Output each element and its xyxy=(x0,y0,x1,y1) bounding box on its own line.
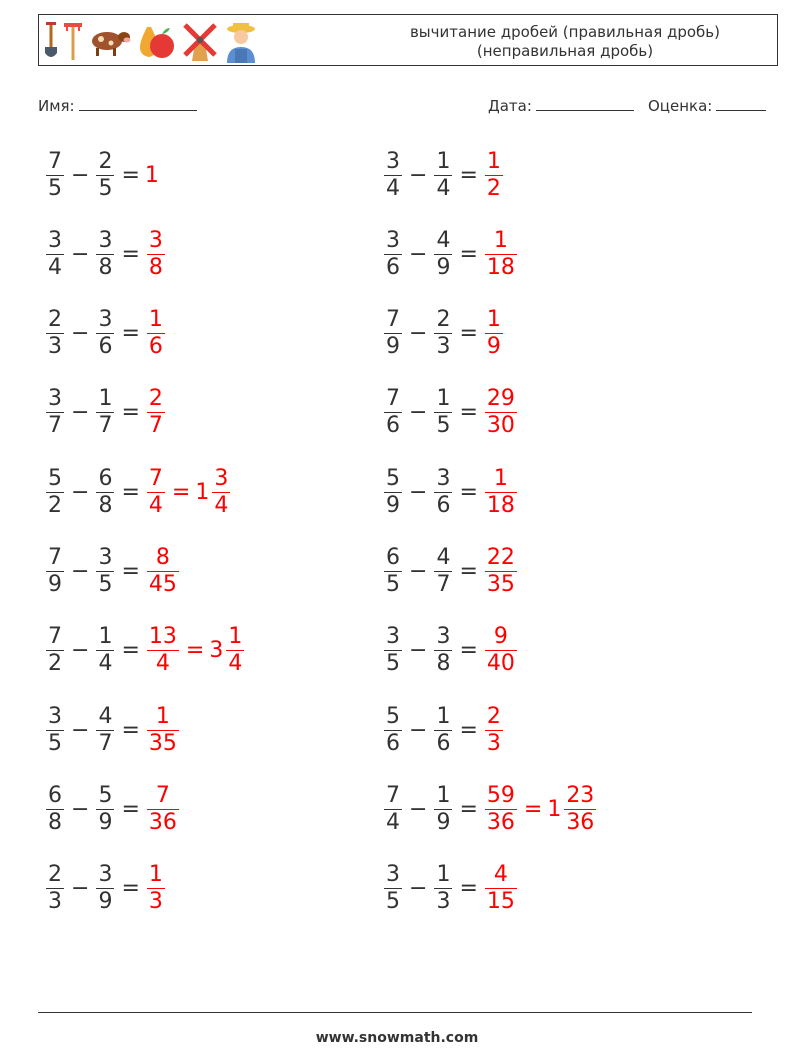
problem-item xyxy=(44,542,181,602)
equals-sign: = xyxy=(459,321,478,347)
subtrahend-fraction-denominator: 5 xyxy=(98,175,113,201)
minuend-fraction-denominator: 7 xyxy=(48,413,62,439)
shovel-icon xyxy=(43,21,59,61)
problem-item xyxy=(44,621,246,681)
minuend-fraction-denominator: 4 xyxy=(386,175,400,201)
answer-fraction xyxy=(147,466,165,519)
minuend-fraction-numerator: 7 xyxy=(386,307,400,333)
equals-sign: = xyxy=(459,717,478,743)
title-line-2: (неправильная дробь) xyxy=(476,42,654,60)
subtrahend-fraction xyxy=(434,386,452,439)
equals-sign: = xyxy=(121,162,140,188)
mixed-fraction-denominator: 4 xyxy=(228,651,243,677)
mixed-fraction-denominator: 4 xyxy=(214,492,229,518)
answer-fraction-denominator: 36 xyxy=(148,809,177,835)
subtrahend-fraction xyxy=(96,704,114,757)
problem-item xyxy=(382,145,505,205)
answer-fraction-denominator: 18 xyxy=(486,254,515,280)
minuend-fraction-numerator: 7 xyxy=(48,545,62,570)
subtrahend-fraction xyxy=(434,149,452,202)
problem-item xyxy=(382,383,519,443)
subtrahend-fraction xyxy=(434,545,452,598)
subtrahend-fraction-numerator: 3 xyxy=(98,545,113,570)
minuend-fraction-numerator: 3 xyxy=(48,703,62,729)
answer-fraction xyxy=(485,386,517,439)
problem-item xyxy=(382,304,505,364)
problem-item xyxy=(382,621,519,681)
problem-item xyxy=(44,383,167,443)
pear-apple-icon xyxy=(135,21,177,61)
minuend-fraction xyxy=(384,783,402,836)
problem-item xyxy=(382,859,519,919)
answer-fraction xyxy=(485,228,517,281)
answer-fraction-denominator: 45 xyxy=(148,572,177,597)
minuend-fraction-denominator: 8 xyxy=(48,809,62,835)
subtrahend-fraction-denominator: 8 xyxy=(436,651,451,677)
answer-fraction-denominator: 3 xyxy=(486,730,501,756)
subtrahend-fraction-numerator: 1 xyxy=(436,148,451,174)
minuend-fraction-numerator: 2 xyxy=(48,307,62,333)
answer-fraction-denominator: 40 xyxy=(486,651,515,677)
mixed-fraction-numerator: 3 xyxy=(214,465,229,491)
minuend-fraction-denominator: 6 xyxy=(386,413,400,439)
minus-sign: − xyxy=(409,876,428,902)
subtrahend-fraction-denominator: 4 xyxy=(98,651,113,677)
minuend-fraction-denominator: 5 xyxy=(386,651,400,677)
subtrahend-fraction-numerator: 1 xyxy=(436,862,451,888)
equals-sign: = xyxy=(121,638,140,664)
minuend-fraction xyxy=(46,228,64,281)
subtrahend-fraction-numerator: 1 xyxy=(436,703,451,729)
answer xyxy=(145,783,181,836)
minuend-fraction-denominator: 2 xyxy=(48,492,62,518)
answer-fraction xyxy=(147,862,165,915)
subtrahend-fraction-numerator: 2 xyxy=(98,148,113,174)
answer-fraction-denominator: 8 xyxy=(148,254,163,280)
subtrahend-fraction-numerator: 5 xyxy=(98,782,113,808)
problem-item xyxy=(44,700,181,760)
answer-integer: 1 xyxy=(144,162,159,188)
answer-fraction xyxy=(485,545,517,598)
answer-fraction-numerator: 2 xyxy=(486,703,501,729)
minus-sign: − xyxy=(409,796,428,822)
minuend-fraction-denominator: 6 xyxy=(386,730,400,756)
mixed-fraction xyxy=(564,783,596,836)
minuend-fraction xyxy=(384,149,402,202)
answer-fraction xyxy=(485,624,517,677)
answer xyxy=(145,862,167,915)
subtrahend-fraction xyxy=(96,862,114,915)
answer xyxy=(145,624,246,677)
subtrahend-fraction-numerator: 3 xyxy=(98,227,113,253)
subtrahend-fraction-denominator: 9 xyxy=(436,254,451,280)
name-label: Имя: xyxy=(38,97,75,115)
subtrahend-fraction-denominator: 8 xyxy=(98,492,113,518)
subtrahend-fraction xyxy=(96,149,114,202)
subtrahend-fraction-denominator: 6 xyxy=(98,334,113,360)
subtrahend-fraction-denominator: 4 xyxy=(436,175,451,201)
minus-sign: − xyxy=(409,162,428,188)
answer-fraction-numerator: 59 xyxy=(486,782,515,808)
equals-sign: = xyxy=(459,876,478,902)
minus-sign: − xyxy=(409,717,428,743)
footer-divider xyxy=(38,1012,752,1013)
subtrahend-fraction-numerator: 3 xyxy=(436,624,451,650)
answer xyxy=(145,163,159,188)
minus-sign: − xyxy=(71,241,90,267)
subtrahend-fraction-denominator: 5 xyxy=(436,413,451,439)
problem-item xyxy=(382,700,505,760)
answer xyxy=(145,704,181,757)
answer-fraction xyxy=(485,783,517,836)
minus-sign: − xyxy=(71,876,90,902)
farmer-icon xyxy=(223,19,259,63)
grade-line[interactable] xyxy=(716,96,766,111)
answer xyxy=(483,228,519,281)
minuend-fraction xyxy=(46,704,64,757)
answer-fraction xyxy=(147,624,179,677)
subtrahend-fraction-denominator: 3 xyxy=(436,334,451,360)
answer-equals-sign: = xyxy=(171,479,191,505)
mixed-fraction-numerator: 23 xyxy=(566,782,595,808)
answer-fraction-numerator: 1 xyxy=(148,862,163,888)
answer xyxy=(145,466,232,519)
windmill-icon xyxy=(181,19,219,63)
answer xyxy=(145,307,167,360)
subtrahend-fraction xyxy=(434,466,452,519)
minuend-fraction-numerator: 3 xyxy=(386,624,400,650)
minuend-fraction-numerator: 3 xyxy=(48,386,62,412)
answer xyxy=(483,466,519,519)
problem-item xyxy=(382,462,519,522)
minuend-fraction xyxy=(384,704,402,757)
answer-fraction xyxy=(485,704,503,757)
answer xyxy=(483,149,505,202)
mixed-fraction-denominator: 36 xyxy=(566,809,595,835)
problem-item xyxy=(44,304,167,364)
subtrahend-fraction xyxy=(96,545,114,598)
minuend-fraction-denominator: 4 xyxy=(386,809,400,835)
answer-fraction-denominator: 4 xyxy=(155,651,170,677)
problem-item xyxy=(44,224,167,284)
subtrahend-fraction-numerator: 3 xyxy=(98,862,113,888)
answer-fraction xyxy=(147,783,179,836)
subtrahend-fraction-denominator: 9 xyxy=(98,889,113,915)
minuend-fraction-denominator: 5 xyxy=(48,730,62,756)
answer xyxy=(145,545,181,598)
minus-sign: − xyxy=(71,638,90,664)
subtrahend-fraction-numerator: 3 xyxy=(436,465,451,491)
subtrahend-fraction-denominator: 9 xyxy=(98,809,113,835)
header-icons xyxy=(43,19,259,63)
subtrahend-fraction-numerator: 6 xyxy=(98,465,113,491)
answer-fraction-numerator: 13 xyxy=(148,624,177,650)
subtrahend-fraction-numerator: 4 xyxy=(436,545,451,570)
subtrahend-fraction-denominator: 9 xyxy=(436,809,451,835)
minuend-fraction-numerator: 3 xyxy=(386,227,400,253)
minuend-fraction-numerator: 3 xyxy=(386,148,400,174)
answer-fraction xyxy=(485,862,517,915)
minuend-fraction-denominator: 6 xyxy=(386,254,400,280)
minuend-fraction xyxy=(46,386,64,439)
equals-sign: = xyxy=(459,241,478,267)
name-field[interactable] xyxy=(38,96,197,115)
date-line[interactable] xyxy=(536,96,634,111)
answer-equals-sign: = xyxy=(523,796,543,822)
minuend-fraction-denominator: 9 xyxy=(48,572,62,597)
answer-fraction-denominator: 3 xyxy=(148,889,163,915)
answer-fraction xyxy=(485,466,517,519)
mixed-fraction xyxy=(212,466,230,519)
answer-fraction-denominator: 35 xyxy=(486,572,515,597)
date-field[interactable] xyxy=(488,96,634,115)
answer-fraction-denominator: 9 xyxy=(486,334,501,360)
subtrahend-fraction-denominator: 6 xyxy=(436,730,451,756)
minuend-fraction-denominator: 2 xyxy=(48,651,62,677)
equals-sign: = xyxy=(121,241,140,267)
minuend-fraction-numerator: 7 xyxy=(386,386,400,412)
subtrahend-fraction xyxy=(434,624,452,677)
minuend-fraction-denominator: 5 xyxy=(386,889,400,915)
minus-sign: − xyxy=(71,400,90,426)
answer-fraction-numerator: 22 xyxy=(486,545,515,570)
rake-icon xyxy=(63,21,83,61)
mixed-fraction-numerator: 1 xyxy=(228,624,243,650)
problem-item xyxy=(44,859,167,919)
minuend-fraction xyxy=(46,307,64,360)
subtrahend-fraction-numerator: 2 xyxy=(436,307,451,333)
minuend-fraction-numerator: 3 xyxy=(48,227,62,253)
subtrahend-fraction-denominator: 8 xyxy=(98,254,113,280)
answer-fraction-denominator: 30 xyxy=(486,413,515,439)
subtrahend-fraction-numerator: 1 xyxy=(436,782,451,808)
minuend-fraction-numerator: 6 xyxy=(386,545,400,570)
grade-field[interactable] xyxy=(648,96,766,115)
answer-fraction-numerator: 9 xyxy=(493,624,508,650)
minus-sign: − xyxy=(71,559,90,584)
equals-sign: = xyxy=(459,638,478,664)
minuend-fraction-numerator: 6 xyxy=(48,782,62,808)
cow-icon xyxy=(87,23,131,59)
subtrahend-fraction xyxy=(96,386,114,439)
problem-item xyxy=(382,224,519,284)
minus-sign: − xyxy=(71,796,90,822)
minuend-fraction-numerator: 5 xyxy=(48,465,62,491)
equals-sign: = xyxy=(459,400,478,426)
minus-sign: − xyxy=(409,321,428,347)
answer xyxy=(145,386,167,439)
subtrahend-fraction xyxy=(96,228,114,281)
minus-sign: − xyxy=(409,638,428,664)
equals-sign: = xyxy=(121,876,140,902)
problem-item xyxy=(44,145,159,205)
minuend-fraction xyxy=(384,862,402,915)
mixed-whole: 3 xyxy=(209,638,224,664)
answer-fraction-denominator: 4 xyxy=(148,492,163,518)
answer-fraction-numerator: 1 xyxy=(486,148,501,174)
subtrahend-fraction-numerator: 1 xyxy=(436,386,451,412)
answer-fraction xyxy=(147,228,165,281)
mixed-whole: 1 xyxy=(195,479,210,505)
minuend-fraction xyxy=(46,466,64,519)
subtrahend-fraction xyxy=(96,307,114,360)
answer-fraction-denominator: 2 xyxy=(486,175,501,201)
minuend-fraction-denominator: 3 xyxy=(48,334,62,360)
subtrahend-fraction xyxy=(96,783,114,836)
problem-item xyxy=(382,779,598,839)
subtrahend-fraction-numerator: 1 xyxy=(98,386,113,412)
equals-sign: = xyxy=(121,479,140,505)
equals-sign: = xyxy=(121,321,140,347)
answer xyxy=(483,307,505,360)
answer-fraction-numerator: 1 xyxy=(155,703,170,729)
minuend-fraction-denominator: 9 xyxy=(386,492,400,518)
answer xyxy=(483,704,505,757)
answer-fraction-denominator: 35 xyxy=(148,730,177,756)
minuend-fraction xyxy=(46,149,64,202)
minuend-fraction-numerator: 5 xyxy=(386,465,400,491)
equals-sign: = xyxy=(121,796,140,822)
minus-sign: − xyxy=(71,321,90,347)
subtrahend-fraction xyxy=(434,228,452,281)
answer-fraction-numerator: 3 xyxy=(148,227,163,253)
minuend-fraction-numerator: 7 xyxy=(48,148,62,174)
minus-sign: − xyxy=(409,479,428,505)
problem-item xyxy=(382,542,519,602)
answer-fraction-numerator: 1 xyxy=(486,307,501,333)
subtrahend-fraction-denominator: 5 xyxy=(98,572,113,597)
subtrahend-fraction-denominator: 7 xyxy=(98,413,113,439)
minuend-fraction xyxy=(46,783,64,836)
minuend-fraction-numerator: 2 xyxy=(48,862,62,888)
minuend-fraction xyxy=(46,545,64,598)
name-line[interactable] xyxy=(79,96,197,111)
answer-fraction-numerator: 1 xyxy=(148,307,163,333)
answer-fraction-denominator: 7 xyxy=(148,413,163,439)
subtrahend-fraction-denominator: 7 xyxy=(98,730,113,756)
minus-sign: − xyxy=(71,162,90,188)
equals-sign: = xyxy=(121,400,140,426)
minuend-fraction-denominator: 3 xyxy=(48,889,62,915)
minuend-fraction xyxy=(384,307,402,360)
minuend-fraction-denominator: 5 xyxy=(48,175,62,201)
worksheet-title xyxy=(375,23,755,61)
answer xyxy=(483,862,519,915)
answer-fraction xyxy=(147,386,165,439)
minuend-fraction-denominator: 5 xyxy=(386,572,400,597)
equals-sign: = xyxy=(459,162,478,188)
minuend-fraction xyxy=(46,624,64,677)
answer xyxy=(145,228,167,281)
minuend-fraction xyxy=(384,466,402,519)
minuend-fraction-denominator: 4 xyxy=(48,254,62,280)
mixed-fraction xyxy=(226,624,244,677)
answer-fraction-numerator: 29 xyxy=(486,386,515,412)
equals-sign: = xyxy=(459,796,478,822)
subtrahend-fraction-numerator: 1 xyxy=(98,624,113,650)
subtrahend-fraction xyxy=(96,466,114,519)
minus-sign: − xyxy=(409,241,428,267)
minus-sign: − xyxy=(71,479,90,505)
equals-sign: = xyxy=(459,479,478,505)
answer-fraction xyxy=(147,704,179,757)
answer-fraction-numerator: 7 xyxy=(155,782,170,808)
answer xyxy=(483,386,519,439)
minus-sign: − xyxy=(409,400,428,426)
footer-site: www.snowmath.com xyxy=(315,1030,479,1046)
answer-fraction-numerator: 8 xyxy=(155,545,170,570)
mixed-whole: 1 xyxy=(547,796,562,822)
answer xyxy=(483,545,519,598)
answer-fraction-denominator: 36 xyxy=(486,809,515,835)
minuend-fraction-numerator: 5 xyxy=(386,703,400,729)
subtrahend-fraction-numerator: 4 xyxy=(98,703,113,729)
answer-fraction-numerator: 2 xyxy=(148,386,163,412)
answer-fraction-numerator: 4 xyxy=(493,862,508,888)
answer-fraction-denominator: 18 xyxy=(486,492,515,518)
answer-fraction xyxy=(147,307,165,360)
minus-sign: − xyxy=(409,559,428,584)
subtrahend-fraction-denominator: 7 xyxy=(436,572,451,597)
minus-sign: − xyxy=(71,717,90,743)
answer-fraction xyxy=(485,149,503,202)
answer-equals-sign: = xyxy=(185,638,205,664)
subtrahend-fraction-numerator: 4 xyxy=(436,227,451,253)
subtrahend-fraction xyxy=(434,862,452,915)
subtrahend-fraction-numerator: 3 xyxy=(98,307,113,333)
minuend-fraction-numerator: 7 xyxy=(48,624,62,650)
answer-fraction-denominator: 6 xyxy=(148,334,163,360)
subtrahend-fraction xyxy=(96,624,114,677)
answer-fraction-numerator: 1 xyxy=(493,227,508,253)
equals-sign: = xyxy=(459,559,478,584)
minuend-fraction xyxy=(384,386,402,439)
subtrahend-fraction-denominator: 6 xyxy=(436,492,451,518)
subtrahend-fraction-denominator: 3 xyxy=(436,889,451,915)
minuend-fraction xyxy=(384,545,402,598)
minuend-fraction xyxy=(384,624,402,677)
title-line-1: вычитание дробей (правильная дробь) xyxy=(409,23,721,41)
minuend-fraction xyxy=(384,228,402,281)
answer-fraction xyxy=(147,545,179,598)
equals-sign: = xyxy=(121,717,140,743)
grade-label: Оценка: xyxy=(648,97,713,115)
date-label: Дата: xyxy=(488,97,532,115)
header-box xyxy=(38,14,778,66)
answer xyxy=(483,624,519,677)
problem-item xyxy=(44,462,232,522)
answer-fraction xyxy=(485,307,503,360)
minuend-fraction-numerator: 7 xyxy=(386,782,400,808)
equals-sign: = xyxy=(121,559,140,584)
answer-fraction-numerator: 7 xyxy=(148,465,163,491)
minuend-fraction-denominator: 9 xyxy=(386,334,400,360)
answer-fraction-denominator: 15 xyxy=(486,889,515,915)
subtrahend-fraction xyxy=(434,783,452,836)
subtrahend-fraction xyxy=(434,307,452,360)
minuend-fraction-numerator: 3 xyxy=(386,862,400,888)
answer xyxy=(483,783,598,836)
problem-item xyxy=(44,779,181,839)
subtrahend-fraction xyxy=(434,704,452,757)
answer-fraction-numerator: 1 xyxy=(493,465,508,491)
minuend-fraction xyxy=(46,862,64,915)
